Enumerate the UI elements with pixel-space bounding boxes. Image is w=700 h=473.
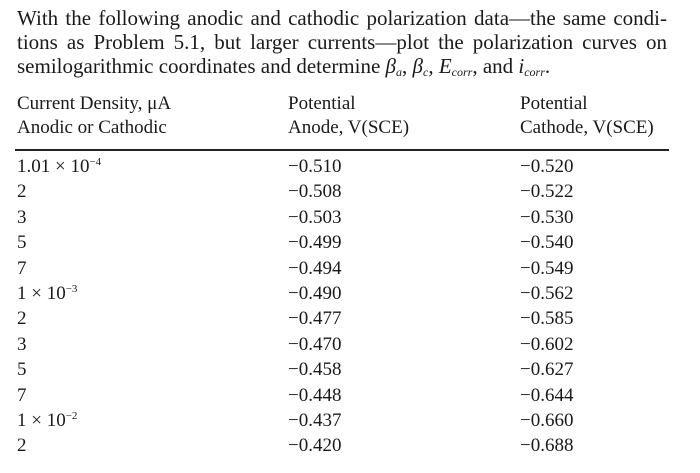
header-rule (15, 149, 669, 151)
table-row (0, 258, 700, 283)
header-current-density: Current Density, μA Anodic or Cathodic (17, 93, 172, 138)
anode-potential-cell: −0.499 (288, 232, 342, 254)
cathode-potential-cell: −0.585 (520, 308, 574, 330)
table-row (0, 308, 700, 333)
problem-text-line-2: tions as Problem 5.1, but larger currents—plot the polarization curves on (17, 30, 667, 54)
problem-number-fragment (0, 6, 1, 31)
current-density-cell: 2 (17, 308, 27, 330)
cathode-potential-cell: −0.602 (520, 333, 574, 355)
cathode-potential-cell: −0.688 (520, 435, 574, 457)
line3-prefix: semilogarithmic coordinates and determine (17, 54, 386, 78)
cathode-potential-cell: −0.627 (520, 359, 574, 381)
anode-potential-cell: −0.437 (288, 410, 342, 431)
table-row (0, 359, 700, 384)
table-row (0, 207, 700, 232)
current-density-cell: 7 (17, 257, 27, 279)
current-density-cell: 3 (17, 333, 27, 355)
anode-potential-cell: −0.508 (288, 181, 342, 203)
i-corr: $i_{corr}$ (518, 54, 545, 79)
current-density-cell: $1.01 \times 10^{-4}$ (17, 156, 102, 177)
table-row (0, 156, 700, 181)
table-row (0, 283, 700, 308)
header-anode-potential: Potential Anode, V(SCE) (288, 93, 410, 138)
problem-text-line-3: semilogarithmic coordinates and determine $\beta_a$, $\beta_c$, $E_{corr}$, and $i_{corr}$. (17, 54, 551, 79)
header-cathode-potential: Potential Cathode, V(SCE) (520, 93, 654, 138)
cathode-potential-cell: −0.660 (520, 410, 574, 431)
anode-potential-cell: −0.510 (288, 156, 342, 177)
current-density-cell: 7 (17, 384, 27, 406)
cathode-potential-cell: −0.540 (520, 232, 574, 254)
current-density-cell: $1 \times 10^{-2}$ (17, 410, 78, 431)
beta-c: $\beta_c$ (412, 54, 429, 79)
anode-potential-cell: −0.458 (288, 359, 342, 381)
cathode-potential-cell: −0.562 (520, 283, 574, 304)
anode-potential-cell: −0.490 (288, 283, 342, 304)
cathode-potential-cell: −0.644 (520, 384, 574, 406)
table-row (0, 334, 700, 359)
current-density-cell: 5 (17, 359, 27, 381)
cathode-potential-cell: −0.549 (520, 257, 574, 279)
current-density-cell: 2 (17, 181, 27, 203)
e-corr: $E_{corr}$ (438, 54, 473, 79)
problem-text-line-1: With the following anodic and cathodic polarization data—the same condi- (17, 6, 667, 30)
cathode-potential-cell: −0.522 (520, 181, 574, 203)
current-density-cell: 2 (17, 435, 27, 457)
current-density-cell: 5 (17, 232, 27, 254)
anode-potential-cell: −0.448 (288, 384, 342, 406)
table-row (0, 232, 700, 257)
anode-potential-cell: −0.420 (288, 435, 342, 457)
table-row (0, 435, 700, 460)
anode-potential-cell: −0.470 (288, 333, 342, 355)
beta-a: $\beta_a$ (385, 54, 403, 79)
cathode-potential-cell: −0.520 (520, 156, 574, 177)
anode-potential-cell: −0.503 (288, 206, 342, 228)
anode-potential-cell: −0.494 (288, 257, 342, 279)
anode-potential-cell: −0.477 (288, 308, 342, 330)
table-row (0, 181, 700, 206)
current-density-cell: $1 \times 10^{-3}$ (17, 283, 78, 304)
current-density-cell: 3 (17, 206, 27, 228)
table-row (0, 410, 700, 435)
table-row (0, 385, 700, 410)
cathode-potential-cell: −0.530 (520, 206, 574, 228)
